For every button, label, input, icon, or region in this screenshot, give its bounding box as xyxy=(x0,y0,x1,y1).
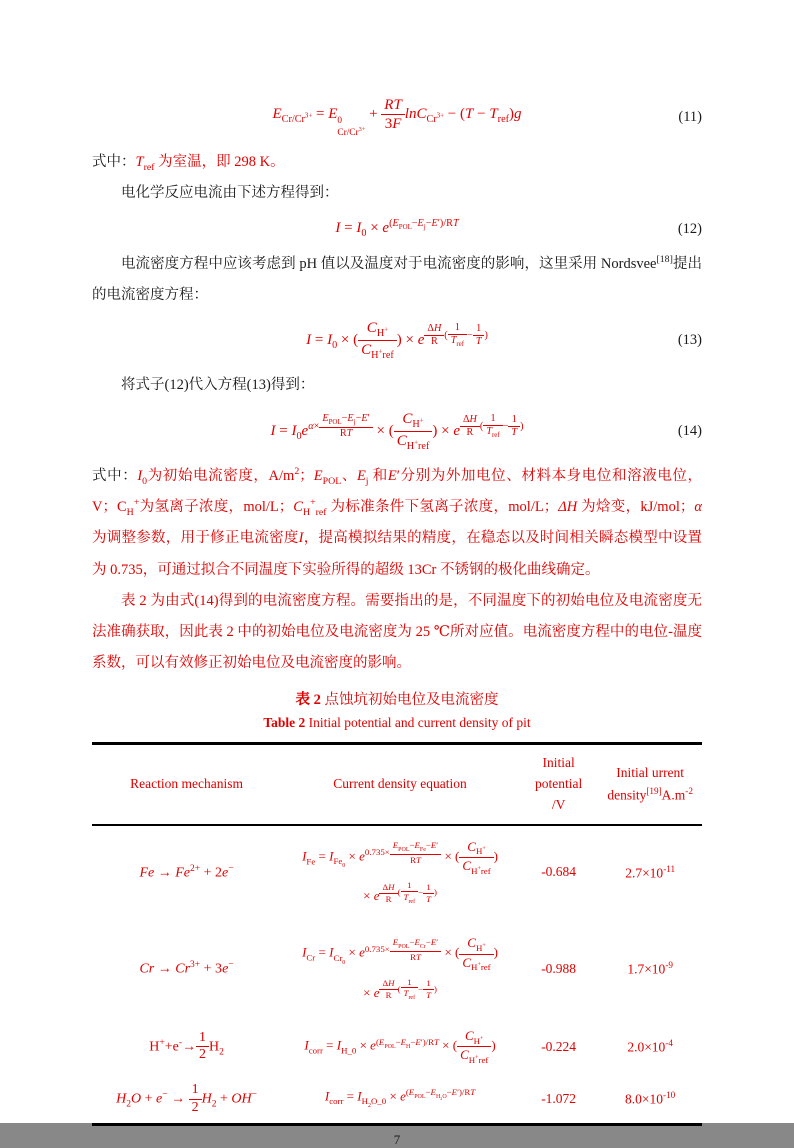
table-initial-potential-current-density xyxy=(92,742,702,1126)
equation-13-row xyxy=(92,319,702,362)
equation-14: $I = I_0e^{\alpha\times \frac{E_{POL}-E_j-E'}{RT}}$ × ( $\frac{C_{H^+}}{C_{H^+ref}}$ ) × e $^{\frac{\Delta H}{R} ( \frac{1}{T_{ref}} - \frac{1}{T} )}$ xyxy=(270,410,524,452)
potential-h2o: -1.072 xyxy=(541,1091,577,1107)
header-initial-current-density: Initial urrent $density[19]A.m^{-2}$ xyxy=(607,764,693,803)
table-caption-zh: 表 2 点蚀坑初始电位及电流密度 xyxy=(295,692,499,709)
equation-13-number: (13) xyxy=(677,332,702,349)
equation-11-row xyxy=(92,96,702,139)
paragraph-after-eq14: 式中：$I_0$为初始电流密度，$A/m^2$；$E_{POL}$、$E_j$ 和E′分别为外加电位、材料本身电位和溶液电位，V；$C_H^+$为氢离子浓度，mol/L；$C_H^+_{ref}$ 为标准条件下氢离子浓度，mol/L；ΔH 为焓变，kJ/mol；α 为调整参数，用于修正电流密度I，提高模拟结果的精度，在稳态以及时间相关瞬态模型中设置为 0.735，可通过拟合不同温度下实验所得的超级 13Cr 不锈钢的极化曲线确定。 xyxy=(92,466,703,578)
table-row-fe xyxy=(92,825,702,919)
reaction-cr: $Cr \to Cr^{3+} + 3e^-$ xyxy=(139,960,234,977)
equation-h2o-line1: $I_{corr} = I_{H_2O\_0} \times e^{(E_{POL}-E_{H_2O}-E')/RT}$ xyxy=(324,1087,476,1110)
equation-fe-line1: $I_{Fe} = I_{Fe_0} \times e^{0.735\times \frac{E_{POL}-E_{Fe}-E'}{RT}}$ × ( $\frac{C_{H^+}}{C_{H^+ref}}$ ) xyxy=(302,838,498,876)
paragraph-after-eq11: 式中：$T_{ref}$ 为室温，即 298 K。 xyxy=(92,154,285,173)
equation-11-number: (11) xyxy=(678,109,702,126)
header-current-density-equation: Current density equation xyxy=(333,776,467,791)
table-row-h2o xyxy=(92,1075,702,1125)
paragraph-intro-eq14: 将式子(12)代入方程(13)得到： xyxy=(121,377,315,394)
reaction-h: H++e-→ $\frac{1}{2}$ $H_2$ xyxy=(149,1029,224,1063)
reaction-fe: $Fe \to Fe^{2+} + 2e^-$ xyxy=(139,863,234,881)
table-captions xyxy=(92,689,702,734)
equation-h2o xyxy=(281,1075,519,1125)
paragraph-table-intro: 表 2 为由式(14)得到的电流密度方程。需要指出的是，不同温度下的初始电位及电流密度无法准确获取，因此表 2 中的初始电位及电流密度为 25 ℃所对应值。电流密度方程中的电位-温度系数，可以有效修正初始电位及电流密度的影响。 xyxy=(92,592,702,672)
equation-12-number: (12) xyxy=(677,220,702,237)
paragraph-intro-eq12: 电化学反应电流由下述方程得到： xyxy=(121,185,339,202)
equation-14-row xyxy=(92,410,702,453)
reaction-h2o: $H_2O + e^-$ → $\frac{1}{2}$ $H_2 + OH^-$ xyxy=(116,1081,257,1115)
potential-h: -0.224 xyxy=(541,1038,577,1054)
table-caption-en: Table 2 Initial potential and current density of pit xyxy=(263,715,531,731)
equation-11: $E_{Cr/Cr^{3+}} = E$ 0 $Cr/Cr^{3+}$ + $\frac{RT}{3F}$ $\ln C_{Cr^{3+}} - (T - T_{ref})g$ xyxy=(272,97,522,139)
equation-cr-line2: × e $^{\frac{\Delta H}{R} ( \frac{1}{T_{ref}} - \frac{1}{T} )}$ xyxy=(363,976,437,1002)
equation-12: $I = I_0 \times e^{(E_{POL}-E_j-E')/RT}$ xyxy=(335,218,459,240)
equation-12-row xyxy=(92,217,702,240)
table-row-cr xyxy=(92,919,702,1019)
paragraph-intro-eq13: 电流密度方程中应该考虑到 pH 值以及温度对于电流密度的影响，这里采用 Nordsvee[18]提出的电流密度方程： xyxy=(92,253,702,303)
equation-14-number: (14) xyxy=(677,422,702,439)
density-cr: $1.7\times 10^{-9}$ xyxy=(627,960,673,977)
density-h: $2.0\times 10^{-4}$ xyxy=(627,1038,673,1055)
equation-fe-line2: × e $^{\frac{\Delta H}{R} ( \frac{1}{T_{ref}} - \frac{1}{T} )}$ xyxy=(363,880,437,905)
equation-fe xyxy=(281,825,519,919)
equation-cr-line1: $I_{Cr} = I_{Cr_0} \times e^{0.735\times \frac{E_{POL}-E_{Cr}-E'}{RT}}$ × ( $\frac{C_{H^+}}{C_{H^+ref}}$ ) xyxy=(302,935,498,973)
header-initial-potential: Initial potential /V xyxy=(535,755,583,812)
equation-h-line1: $I_{corr} = I_{H\_0} \times e^{(E_{POL}-E_H-E')/RT}$ × ( $\frac{C_{H^+}}{C_{H^+ref}}$ ) xyxy=(304,1028,496,1065)
table-header-row xyxy=(92,744,702,825)
potential-fe: -0.684 xyxy=(541,864,577,880)
density-fe: $2.7\times 10^{-11}$ xyxy=(625,863,676,881)
page-number: 7 xyxy=(393,1132,401,1148)
table-row-h xyxy=(92,1019,702,1075)
header-reaction-mechanism: Reaction mechanism xyxy=(130,776,243,791)
potential-cr: -0.988 xyxy=(541,960,577,976)
equation-h xyxy=(281,1019,519,1075)
density-h2o: $8.0\times 10^{-10}$ xyxy=(625,1090,676,1107)
equation-13: $I = I_0$ × ( $\frac{C_{H^+}}{C_{H^+ref}}$ ) × e $^{\frac{\Delta H}{R} ( \frac{1}{T_{ref}} - \frac{1}{T} )}$ xyxy=(306,319,488,362)
equation-cr xyxy=(281,919,519,1019)
